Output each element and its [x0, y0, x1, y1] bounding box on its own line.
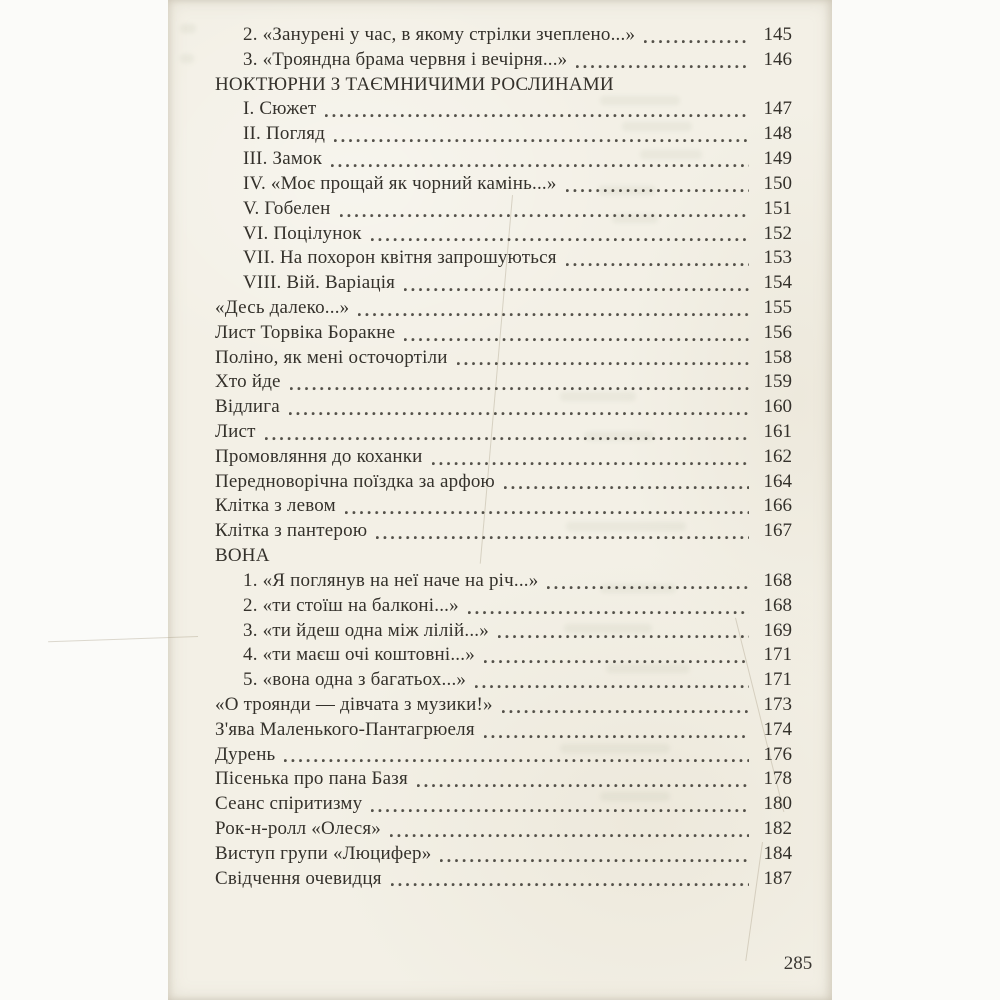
toc-row: [215, 767, 792, 792]
toc-entry-title: Лист Торвіка Боракне: [215, 321, 396, 343]
toc-row: [215, 271, 792, 296]
toc-entry-page: 168: [763, 594, 792, 616]
dot-leader: [498, 634, 749, 639]
toc-entry-page: 176: [763, 743, 792, 765]
toc-list: [215, 23, 792, 891]
dot-leader: [504, 485, 749, 490]
toc-entry-title: 2. «Занурені у час, в якому стрілки зчеплено...»: [243, 24, 636, 45]
dot-leader: [371, 808, 749, 813]
toc-entry-title: IV. «Моє прощай як чорний камінь...»: [243, 172, 557, 194]
toc-entry-page: 162: [763, 445, 792, 467]
dot-leader: [325, 113, 749, 118]
toc-entry-page: 171: [763, 669, 792, 691]
toc-entry-title: 2. «ти стоїш на балконі...»: [243, 594, 459, 616]
toc-entry-page: 154: [763, 272, 792, 294]
toc-entry-title: Виступ групи «Люцифер»: [215, 842, 432, 864]
toc-entry-page: 149: [763, 148, 792, 170]
dot-leader: [404, 287, 749, 292]
bleed-through-artifact: [180, 24, 196, 33]
dot-leader: [644, 39, 749, 44]
toc-entry-page: 187: [763, 867, 792, 889]
dot-leader: [371, 237, 749, 242]
toc-entry-page: 158: [763, 346, 792, 368]
toc-row: [215, 842, 792, 867]
dot-leader: [468, 610, 749, 615]
toc-entry-title: 5. «вона одна з багатьох...»: [243, 669, 467, 691]
toc-row: [215, 619, 792, 644]
toc-entry-title: 1. «Я поглянув на неї наче на річ...»: [243, 569, 539, 591]
toc-entry-title: 3. «ти йдеш одна між лілій...»: [243, 619, 489, 641]
toc-row: [215, 73, 792, 98]
toc-row: [215, 296, 792, 321]
toc-entry-page: 159: [763, 371, 792, 393]
bleed-through-artifact: [180, 54, 194, 63]
dot-leader: [358, 312, 749, 317]
dot-leader: [484, 734, 749, 739]
toc-entry-page: 151: [763, 197, 792, 219]
toc-row: [215, 321, 792, 346]
toc-entry-page: 171: [763, 644, 792, 666]
toc-row: [215, 346, 792, 371]
dot-leader: [404, 337, 749, 342]
toc-row: [215, 147, 792, 172]
toc-entry-title: Свідчення очевидця: [215, 867, 382, 889]
dot-leader: [391, 882, 749, 887]
toc-entry-page: 152: [763, 222, 792, 244]
toc-entry-page: 155: [763, 296, 792, 318]
toc-entry-page: 164: [763, 470, 792, 492]
toc-row: [215, 569, 792, 594]
dot-leader: [289, 411, 749, 416]
dot-leader: [576, 64, 749, 69]
toc-row: [215, 246, 792, 271]
toc-entry-title: VII. На похорон квітня запрошуються: [243, 247, 557, 269]
toc-row: [215, 519, 792, 544]
toc-entry-title: Клітка з пантерою: [215, 520, 368, 542]
toc-row: [215, 867, 792, 892]
toc-entry-page: 146: [763, 48, 792, 70]
toc-entry-title: II. Погляд: [243, 123, 326, 145]
toc-entry-title: Клітка з левом: [215, 495, 336, 517]
toc-entry-page: 174: [763, 718, 792, 740]
toc-entry-title: Поліно, як мені осточортіли: [215, 346, 448, 368]
dot-leader: [502, 709, 749, 714]
toc-row: [215, 97, 792, 122]
toc-entry-title: «Десь далеко...»: [215, 296, 350, 318]
toc-entry-page: 145: [763, 24, 792, 45]
toc-row: [215, 222, 792, 247]
toc-row: [215, 718, 792, 743]
dot-leader: [440, 858, 749, 863]
toc-row: [215, 743, 792, 768]
dot-leader: [417, 783, 749, 788]
toc-row: [215, 494, 792, 519]
toc-entry-title: Дурень: [215, 743, 276, 765]
toc-entry-title: Пісенька про пана Базя: [215, 768, 408, 790]
dot-leader: [334, 138, 749, 143]
toc-row: [215, 594, 792, 619]
toc-row: [215, 370, 792, 395]
toc-entry-page: 169: [763, 619, 792, 641]
toc-row: [215, 445, 792, 470]
dot-leader: [340, 213, 749, 218]
toc-entry-page: 178: [763, 768, 792, 790]
dot-leader: [265, 436, 749, 441]
toc-entry-title: Промовляння до коханки: [215, 445, 423, 467]
toc-entry-title: I. Сюжет: [243, 98, 317, 120]
toc-entry-title: VI. Поцілунок: [243, 222, 362, 244]
toc-entry-page: 184: [763, 842, 792, 864]
toc-row: [215, 470, 792, 495]
dot-leader: [566, 188, 749, 193]
dot-leader: [484, 659, 749, 664]
toc-row: [215, 172, 792, 197]
toc-entry-title: З'ява Маленького-Пантагрюеля: [215, 718, 475, 740]
paper-crease: [48, 636, 198, 642]
book-page: [168, 0, 832, 1000]
toc-entry-title: V. Гобелен: [243, 197, 331, 219]
toc-entry-title: ВОНА: [215, 545, 270, 567]
toc-row: [215, 668, 792, 693]
dot-leader: [331, 163, 749, 168]
toc-entry-page: 150: [763, 172, 792, 194]
toc-entry-page: 166: [763, 495, 792, 517]
toc-entry-title: VIII. Вій. Варіація: [243, 272, 396, 294]
toc-entry-page: 160: [763, 396, 792, 418]
toc-row: [215, 544, 792, 569]
toc-entry-title: НОКТЮРНИ З ТАЄМНИЧИМИ РОСЛИНАМИ: [215, 73, 614, 95]
toc-entry-title: 4. «ти маєш очі коштовні...»: [243, 644, 475, 666]
toc-entry-title: Рок-н-ролл «Олеся»: [215, 818, 381, 839]
toc-entry-title: Лист: [215, 421, 256, 442]
toc-row: [215, 693, 792, 718]
toc-row: [215, 23, 792, 48]
dot-leader: [284, 758, 749, 763]
toc-entry-page: 153: [763, 247, 792, 269]
toc-entry-page: 148: [763, 123, 792, 145]
toc-row: [215, 395, 792, 420]
toc-row: [215, 817, 792, 842]
toc-entry-title: Передноворічна поїздка за арфою: [215, 470, 495, 492]
toc-entry-page: 168: [763, 569, 792, 591]
toc-entry-title: III. Замок: [243, 148, 323, 170]
dot-leader: [566, 262, 749, 267]
toc-entry-page: 156: [763, 321, 792, 343]
dot-leader: [432, 461, 749, 466]
dot-leader: [457, 361, 749, 366]
toc-entry-page: 167: [763, 520, 792, 542]
page-number: 285: [783, 953, 813, 974]
toc-row: [215, 122, 792, 147]
toc-row: [215, 48, 792, 73]
toc-entry-title: «О троянди — дівчата з музики!»: [215, 693, 493, 715]
dot-leader: [290, 386, 749, 391]
dot-leader: [390, 833, 749, 838]
toc-entry-page: 161: [763, 421, 792, 442]
dot-leader: [345, 510, 749, 515]
toc-entry-page: 180: [763, 793, 792, 815]
toc-entry-title: 3. «Трояндна брама червня і вечірня...»: [243, 48, 568, 70]
toc-row: [215, 792, 792, 817]
dot-leader: [547, 585, 749, 590]
toc-row: [215, 643, 792, 668]
toc-entry-title: Хто йде: [215, 371, 281, 393]
toc-entry-title: Сеанс спіритизму: [215, 793, 363, 815]
toc-entry-page: 182: [763, 818, 792, 839]
toc-entry-page: 173: [763, 693, 792, 715]
toc-row: [215, 197, 792, 222]
dot-leader: [376, 535, 749, 540]
toc-row: [215, 420, 792, 445]
toc-entry-title: Відлига: [215, 396, 280, 418]
toc-entry-page: 147: [763, 98, 792, 120]
dot-leader: [475, 684, 749, 689]
